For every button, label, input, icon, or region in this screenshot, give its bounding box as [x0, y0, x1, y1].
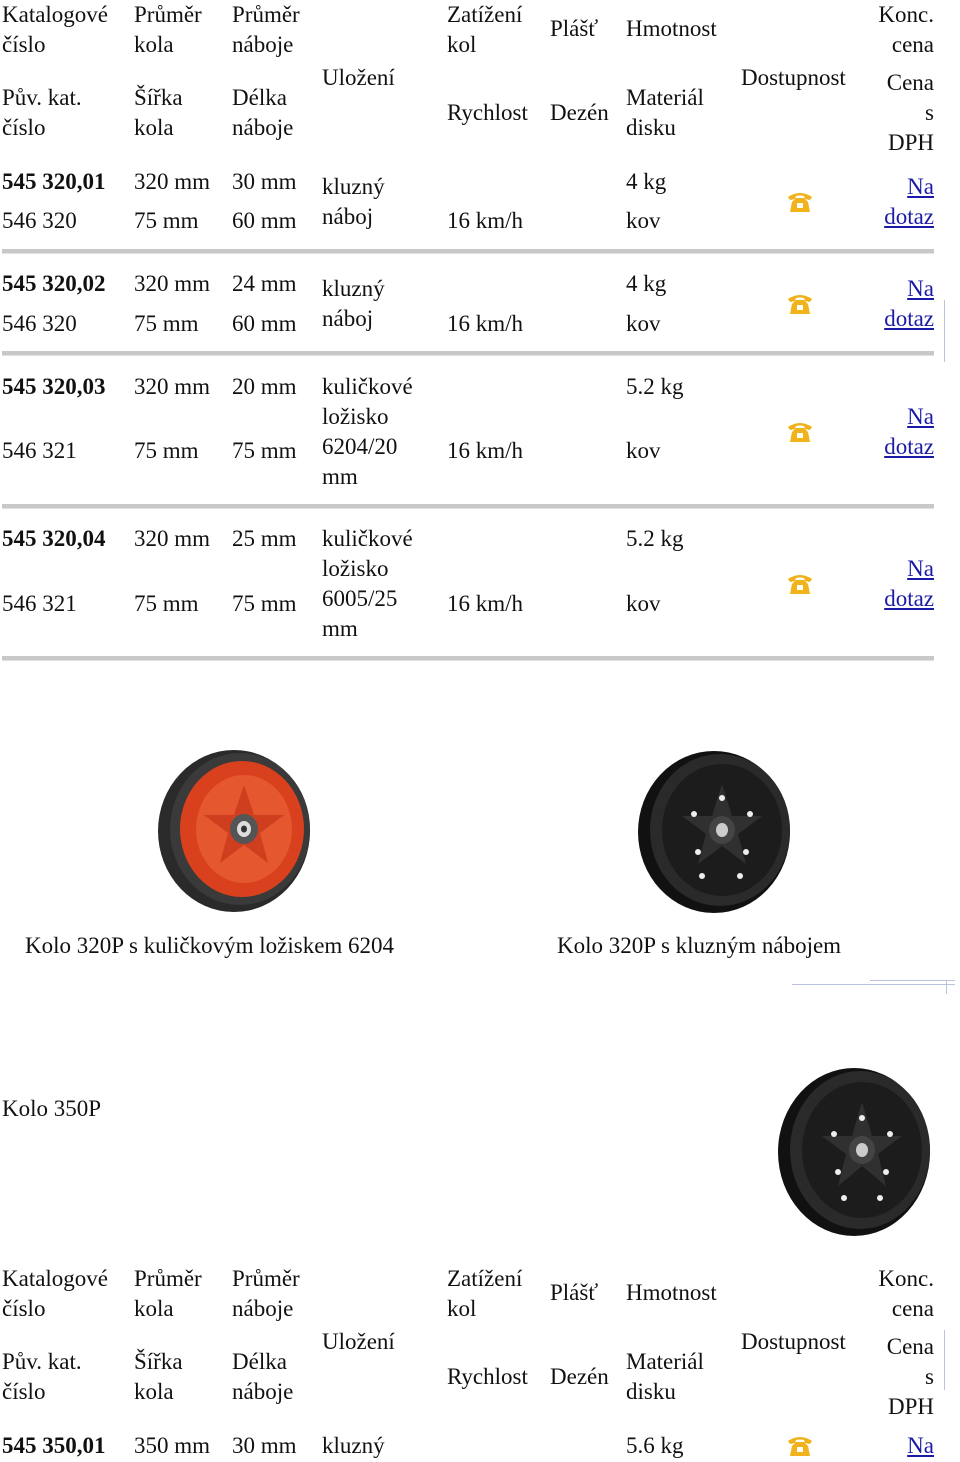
wheel-image-red — [156, 745, 316, 913]
header-bearing: Uložení — [322, 65, 395, 90]
price-on-request-link[interactable]: Na dotaz — [884, 276, 934, 331]
row-weight: 5.2 kg — [626, 526, 684, 551]
header-availability: Dostupnost — [741, 1329, 846, 1354]
row-weight: 5.6 kg — [626, 1433, 684, 1458]
row-divider — [2, 249, 934, 254]
row-catalog-number: 545 320,01 — [2, 169, 106, 194]
row-orig-catalog-number: 546 321 — [2, 591, 77, 616]
row-speed: 16 km/h — [447, 311, 524, 336]
row-bearing: kluzný náboj — [322, 174, 385, 229]
row-material: kov — [626, 311, 661, 336]
header-disc-material: Materiál disku — [626, 1349, 704, 1404]
row-wheel-width: 75 mm — [134, 438, 199, 463]
row-hub-diameter: 30 mm — [232, 169, 297, 194]
row-hub-diameter: 20 mm — [232, 374, 297, 399]
row-material: kov — [626, 591, 661, 616]
row-speed: 16 km/h — [447, 591, 524, 616]
row-divider — [2, 351, 934, 356]
header-availability: Dostupnost — [741, 65, 846, 90]
header-tyre: Plášť — [550, 1280, 599, 1305]
row-bearing: kluzný náboj — [322, 276, 385, 331]
row-divider — [2, 504, 934, 509]
row-hub-length: 75 mm — [232, 591, 297, 616]
header-orig-catalog-number: Pův. kat. číslo — [2, 85, 82, 140]
header-hub-diameter: Průměr náboje — [232, 2, 300, 57]
row-weight: 4 kg — [626, 271, 667, 296]
header-load: Zatížení kol — [447, 1266, 523, 1321]
header-speed: Rychlost — [447, 100, 528, 125]
row-hub-length: 75 mm — [232, 438, 297, 463]
header-hub-length: Délka náboje — [232, 85, 294, 140]
row-orig-catalog-number: 546 321 — [2, 438, 77, 463]
row-orig-catalog-number: 546 320 — [2, 208, 77, 233]
price-on-request-link[interactable]: Na dotaz — [884, 174, 934, 229]
row-speed: 16 km/h — [447, 208, 524, 233]
row-speed: 16 km/h — [447, 438, 524, 463]
edge-line — [944, 1330, 945, 1390]
price-on-request-link[interactable]: Na — [907, 1433, 934, 1458]
phone-icon[interactable] — [786, 572, 814, 596]
row-wheel-diameter: 350 mm — [134, 1433, 211, 1458]
row-catalog-number: 545 320,03 — [2, 374, 106, 399]
row-orig-catalog-number: 546 320 — [2, 311, 77, 336]
row-divider — [2, 656, 934, 661]
header-price-vat: Cena s DPH — [886, 70, 934, 155]
row-weight: 4 kg — [626, 169, 667, 194]
row-wheel-diameter: 320 mm — [134, 271, 211, 296]
header-wheel-diameter: Průměr kola — [134, 1266, 202, 1321]
phone-icon[interactable] — [786, 190, 814, 214]
header-disc-material: Materiál disku — [626, 85, 704, 140]
header-end-price: Konc. cena — [878, 1266, 934, 1321]
row-wheel-width: 75 mm — [134, 208, 199, 233]
header-tread: Dezén — [550, 1364, 609, 1389]
row-bearing: kuličkové ložisko 6204/20 mm — [322, 374, 413, 489]
section-title: Kolo 350P — [2, 1096, 102, 1121]
row-material: kov — [626, 438, 661, 463]
row-hub-length: 60 mm — [232, 311, 297, 336]
wheel-image-black — [636, 748, 796, 916]
header-tyre: Plášť — [550, 16, 599, 41]
caption-sliding-hub-wheel: Kolo 320P s kluzným nábojem — [557, 933, 842, 958]
row-hub-diameter: 30 mm — [232, 1433, 297, 1458]
wheel-image-350 — [776, 1066, 936, 1238]
header-catalog-number: Katalogové číslo — [2, 1266, 109, 1321]
header-price-vat: Cena s DPH — [886, 1334, 934, 1419]
header-wheel-diameter: Průměr kola — [134, 2, 202, 57]
header-tread: Dezén — [550, 100, 609, 125]
header-load: Zatížení kol — [447, 2, 523, 57]
decorative-line — [946, 980, 947, 994]
row-weight: 5.2 kg — [626, 374, 684, 399]
row-wheel-width: 75 mm — [134, 311, 199, 336]
header-orig-catalog-number: Pův. kat. číslo — [2, 1349, 82, 1404]
row-bearing: kluzný — [322, 1433, 385, 1458]
row-catalog-number: 545 320,04 — [2, 526, 106, 551]
decorative-line — [792, 984, 955, 985]
row-wheel-diameter: 320 mm — [134, 526, 211, 551]
row-hub-diameter: 24 mm — [232, 271, 297, 296]
phone-icon[interactable] — [786, 1434, 814, 1458]
caption-ball-bearing-wheel: Kolo 320P s kuličkovým ložiskem 6204 — [25, 933, 395, 958]
row-hub-diameter: 25 mm — [232, 526, 297, 551]
phone-icon[interactable] — [786, 292, 814, 316]
row-catalog-number: 545 320,02 — [2, 271, 106, 296]
header-hub-length: Délka náboje — [232, 1349, 294, 1404]
row-hub-length: 60 mm — [232, 208, 297, 233]
price-on-request-link[interactable]: Na dotaz — [884, 556, 934, 611]
row-catalog-number: 545 350,01 — [2, 1433, 106, 1458]
decorative-line — [870, 980, 955, 981]
header-weight: Hmotnost — [626, 1280, 717, 1305]
row-wheel-diameter: 320 mm — [134, 374, 211, 399]
header-bearing: Uložení — [322, 1329, 395, 1354]
header-wheel-width: Šířka kola — [134, 85, 183, 140]
edge-line — [944, 300, 945, 362]
row-material: kov — [626, 208, 661, 233]
header-speed: Rychlost — [447, 1364, 528, 1389]
header-catalog-number: Katalogové číslo — [2, 2, 109, 57]
header-end-price: Konc. cena — [878, 2, 934, 57]
price-on-request-link[interactable]: Na dotaz — [884, 404, 934, 459]
row-wheel-width: 75 mm — [134, 591, 199, 616]
header-hub-diameter: Průměr náboje — [232, 1266, 300, 1321]
header-weight: Hmotnost — [626, 16, 717, 41]
header-wheel-width: Šířka kola — [134, 1349, 183, 1404]
row-bearing: kuličkové ložisko 6005/25 mm — [322, 526, 413, 641]
phone-icon[interactable] — [786, 420, 814, 444]
row-wheel-diameter: 320 mm — [134, 169, 211, 194]
